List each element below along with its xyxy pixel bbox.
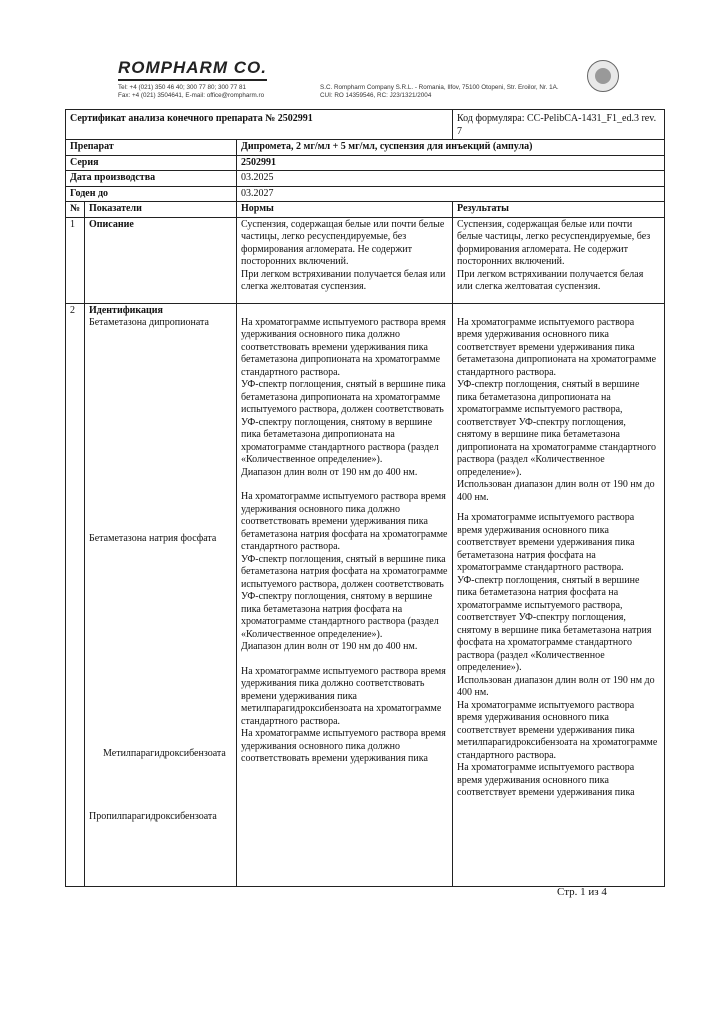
title-row xyxy=(66,110,665,140)
series-label: Серия xyxy=(66,155,237,171)
result-cell xyxy=(453,303,665,886)
norm-text: На хроматограмме испытуемого раствора время удерживания основного пика должно соответствовать времени удерживания пика бетаметазона натрия фосфата на хроматограмме стандартного раствора. УФ-спектр поглощения, снятый в вершине пика бетаметазона натрия фосфата на хроматограмме испытуемого раствора, должен соответствовать УФ-спектру поглощения, снятому в вершине пика бетаметазона натрия фосфата на хроматограмме стандартного раствора (раздел «Количественное определение»). Диапазон длин волн от 190 нм до 400 нм. xyxy=(241,491,448,652)
company-seal-icon xyxy=(587,60,619,92)
col-num: № xyxy=(66,202,85,218)
letterhead xyxy=(118,58,618,108)
norm-text: Суспензия, содержащая белые или почти белые частицы, легко ресуспендируемые, без формирования агломерата. Не содержит посторонних включений. При легком встряхивании получается белая или слегка желтоватая суспензия. xyxy=(237,217,453,303)
expiry-label: Годен до xyxy=(66,186,237,202)
sub-indicator: Пропилпарагидроксибензоата xyxy=(89,810,217,822)
norm-text: На хроматограмме испытуемого раствора время удерживания основного пика должно соответствовать времени удерживания пика бетаметазона дипропионата на хроматограмме стандартного раствора. УФ-спектр поглощения, снятый в вершине пика бетаметазона дипропионата на хроматограмме испытуемого раствора, должен соответствовать УФ-спектру поглощения, снятому в вершине пика бетаметазона дипропионата на хроматограмме стандартного раствора (раздел «Количественное определение»). Диапазон длин волн от 190 нм до 400 нм. xyxy=(241,316,446,478)
prod-date-label: Дата производства xyxy=(66,171,237,187)
contact-fax-email: Fax: +4 (021) 3504641, E-mail: office@rompharm.ro xyxy=(118,92,265,99)
indicator-name: Идентификация xyxy=(89,304,163,316)
sub-indicator: Бетаметазона натрия фосфата xyxy=(89,532,217,544)
page-number: Стр. 1 из 4 xyxy=(557,886,607,898)
col-norms: Нормы xyxy=(237,202,453,218)
norm-text: На хроматограмме испытуемого раствора время удерживания пика должно соответствовать времени удерживания пика метилпарагидроксибензоата на хроматограмме стандартного раствора. xyxy=(241,665,446,727)
expiry-row xyxy=(66,186,665,202)
norm-text: На хроматограмме испытуемого раствора время удерживания основного пика должно соответствовать времени удерживания пика xyxy=(241,728,446,764)
prod-date-row xyxy=(66,171,665,187)
preparat-value: Дипромета, 2 мг/мл + 5 мг/мл, суспензия для инъекций (ампула) xyxy=(237,140,665,156)
row-number: 1 xyxy=(66,217,85,303)
form-code: Код формуляра: CC-PelibCA-1431_F1_ed.3 rev. 7 xyxy=(453,110,665,140)
row-number: 2 xyxy=(66,303,85,886)
contact-phone: Tel: +4 (021) 350 46 40; 300 77 80; 300 77 81 xyxy=(118,84,246,91)
contact-info xyxy=(118,84,264,100)
series-value: 2502991 xyxy=(237,155,665,171)
norm-cell xyxy=(237,303,453,886)
preparat-row xyxy=(66,140,665,156)
sub-indicator: Бетаметазона дипропионата xyxy=(89,317,209,328)
col-results: Результаты xyxy=(453,202,665,218)
company-info xyxy=(320,84,559,100)
certificate-table xyxy=(65,109,665,887)
result-text: На хроматограмме испытуемого раствора время удерживания основного пика соответствует времени удерживания пика xyxy=(457,762,635,798)
result-text: Суспензия, содержащая белые или почти белые частицы, легко ресуспендируемые, без формирования агломерата. Не содержит посторонних включений. При легком встряхивании получается белая или слегка желтоватая суспензия. xyxy=(453,217,665,303)
expiry-value: 03.2027 xyxy=(237,186,665,202)
result-text: На хроматограмме испытуемого раствора время удерживания основного пика соответствует времени удерживания пика метилпарагидроксибензоата на хроматограмме стандартного раствора. xyxy=(457,699,658,761)
table-row xyxy=(66,217,665,303)
indicator-name: Описание xyxy=(85,217,237,303)
company-logo: ROMPHARM CO. xyxy=(118,58,267,81)
result-text: На хроматограмме испытуемого раствора время удерживания основного пика соответствует времени удерживания пика бетаметазона дипропионата на хроматограмме стандартного раствора. УФ-спектр поглощения, снятый в вершине пика бетаметазона дипропионата на хроматограмме испытуемого раствора, соответствует УФ-спектру поглощения, снятому в вершине пика бетаметазона дипропионата на хроматограмме стандартного раствора (раздел «Количественное определение»). Использован диапазон длин волн от 190 нм до 400 нм. xyxy=(457,316,657,503)
indicator-cell xyxy=(85,303,237,886)
col-indicators: Показатели xyxy=(85,202,237,218)
table-row xyxy=(66,303,665,886)
column-header-row xyxy=(66,202,665,218)
prod-date-value: 03.2025 xyxy=(237,171,665,187)
result-text: На хроматограмме испытуемого раствора время удерживания основного пика соответствует времени удерживания пика бетаметазона натрия фосфата на хроматограмме стандартного раствора. УФ-спектр поглощения, снятый в вершине пика бетаметазона натрия фосфата на хроматограмме испытуемого раствора, соответствует УФ-спектру поглощения, снятому в вершине пика бетаметазона натрия фосфата на хроматограмме стандартного раствора (раздел «Количественное определение»). Использован диапазон длин волн от 190 нм до 400 нм. xyxy=(457,512,655,698)
certificate-title: Сертификат анализа конечного препарата № 2502991 xyxy=(66,110,453,140)
company-address: S.C. Rompharm Company S.R.L. - Romania, Ilfov, 75100 Otopeni, Str. Eroilor, Nr. 1A. xyxy=(320,84,559,91)
series-row xyxy=(66,155,665,171)
sub-indicator: Метилпарагидроксибензоата xyxy=(103,748,226,759)
preparat-label: Препарат xyxy=(66,140,237,156)
company-registration: CUI: RO 14359546, RC: J23/1321/2004 xyxy=(320,92,432,99)
